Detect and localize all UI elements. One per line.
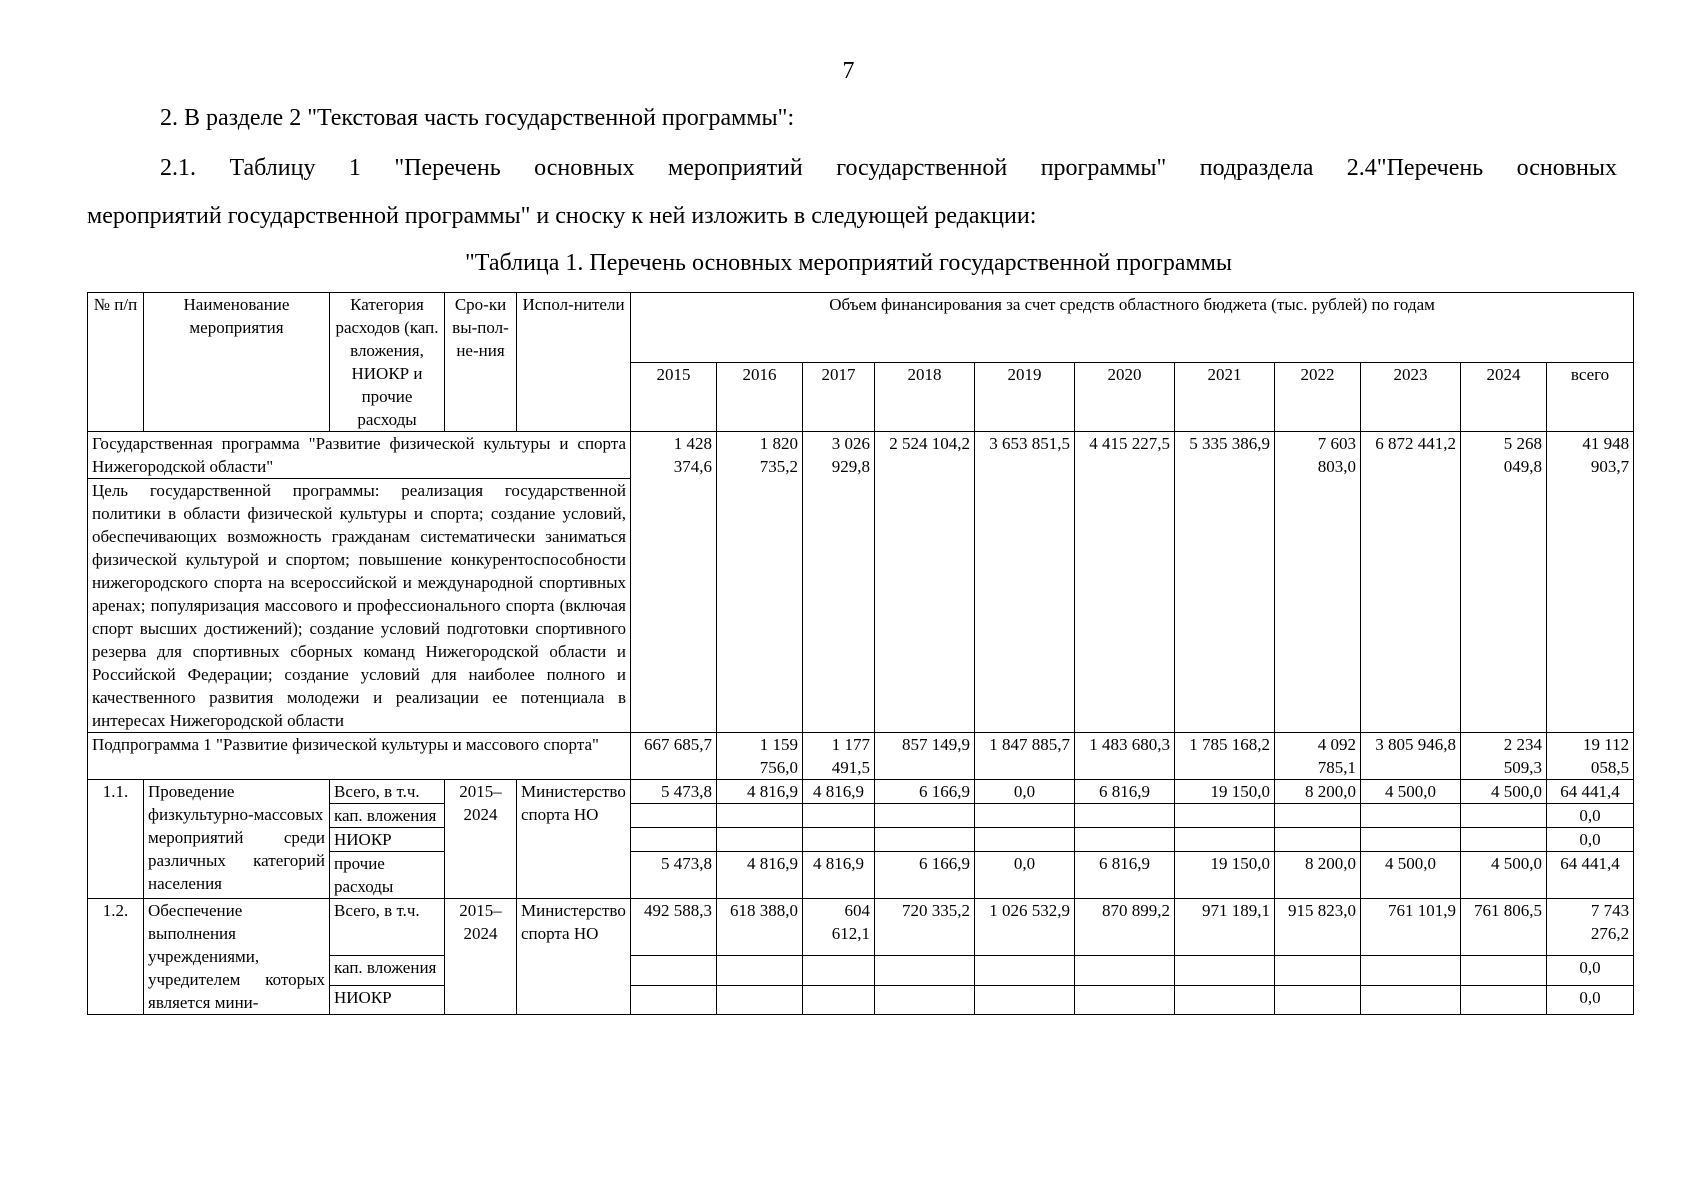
value-cell: 8 200,0 (1275, 780, 1361, 804)
value-cell: 19 150,0 (1175, 780, 1275, 804)
value-cell: 5 473,8 (631, 852, 717, 899)
value-cell (1461, 828, 1547, 852)
value-cell: 4 816,9 (717, 852, 803, 899)
value-cell (631, 804, 717, 828)
value-cell (875, 828, 975, 852)
value-cell-total: 19 112 058,5 (1547, 733, 1634, 780)
value-cell: 4 500,0 (1461, 852, 1547, 899)
value-cell (1175, 804, 1275, 828)
value-cell: 1 428 374,6 (631, 432, 717, 733)
value-cell: 4 415 227,5 (1075, 432, 1175, 733)
item-number: 1.2. (88, 899, 144, 1015)
item-name: Проведение физкультурно-массовых мероприятий среди различных категорий населения (144, 780, 330, 899)
value-cell (631, 956, 717, 985)
value-cell (875, 956, 975, 985)
header-year: 2016 (717, 362, 803, 432)
value-cell: 604 612,1 (803, 899, 875, 956)
value-cell: 6 816,9 (1075, 852, 1175, 899)
value-cell (631, 828, 717, 852)
state-program-title: Государственная программа "Развитие физической культуры и спорта Нижегородской области" (88, 432, 631, 479)
value-cell: 3 026 929,8 (803, 432, 875, 733)
value-cell: 5 473,8 (631, 780, 717, 804)
value-cell: 1 177 491,5 (803, 733, 875, 780)
value-cell: 4 500,0 (1361, 852, 1461, 899)
value-cell-total: 0,0 (1547, 828, 1634, 852)
value-cell (1175, 985, 1275, 1014)
goal-text: Цель государственной программы: реализация государственной политики в области физической культуры и спорта; создание условий, обеспечивающих возможность гражданам систематически заниматься физической культурой и спортом; повышение конкурентоспособности нижегородского спорта на всероссийской и международной спортивных аренах; популяризация массового и профессионального спорта (включая спорт высших достижений); создание условий подготовки спортивного резерва для спортивных сборных команд Нижегородской области и Российской Федерации; создание условий для наиболее полного и качественного развития молодежи и реализации ее потенциала в интересах Нижегородской области (88, 479, 631, 733)
paragraph-section-2: 2. В разделе 2 "Текстовая часть государственной программы": (160, 105, 795, 131)
value-cell: 6 872 441,2 (1361, 432, 1461, 733)
value-cell (1275, 828, 1361, 852)
value-cell (1275, 804, 1361, 828)
value-cell: 667 685,7 (631, 733, 717, 780)
value-cell (717, 828, 803, 852)
value-cell-total: 7 743 276,2 (1547, 899, 1634, 956)
value-cell: 971 189,1 (1175, 899, 1275, 956)
header-year: 2020 (1075, 362, 1175, 432)
value-cell (875, 804, 975, 828)
item-name: Обеспечение выполнения учреждениями, учредителем которых является мини- (144, 899, 330, 1015)
value-cell: 4 500,0 (1361, 780, 1461, 804)
value-cell (1175, 828, 1275, 852)
value-cell: 1 483 680,3 (1075, 733, 1175, 780)
value-cell: 0,0 (975, 852, 1075, 899)
header-year: 2018 (875, 362, 975, 432)
value-cell-total: 64 441,4 (1547, 852, 1634, 899)
header-year: 2022 (1275, 362, 1361, 432)
header-executors: Испол-нители (517, 293, 631, 432)
value-cell (1075, 828, 1175, 852)
table-row (88, 899, 1634, 956)
table-row (88, 780, 1634, 804)
value-cell: 857 149,9 (875, 733, 975, 780)
value-cell (717, 985, 803, 1014)
value-cell (1175, 956, 1275, 985)
value-cell (803, 985, 875, 1014)
value-cell: 915 823,0 (1275, 899, 1361, 956)
header-year: 2019 (975, 362, 1075, 432)
value-cell (1461, 956, 1547, 985)
value-cell (1461, 804, 1547, 828)
header-year: 2015 (631, 362, 717, 432)
subprogram-title: Подпрограмма 1 "Развитие физической культуры и массового спорта" (88, 733, 631, 780)
value-cell: 4 092 785,1 (1275, 733, 1361, 780)
value-cell: 2 524 104,2 (875, 432, 975, 733)
value-cell (803, 804, 875, 828)
header-funding: Объем финансирования за счет средств областного бюджета (тыс. рублей) по годам (631, 293, 1634, 363)
category-cell: кап. вложения (330, 804, 445, 828)
header-num: № п/п (88, 293, 144, 432)
value-cell: 4 816,9 (717, 780, 803, 804)
table-caption: "Таблица 1. Перечень основных мероприятий государственной программы (464, 250, 1232, 276)
value-cell: 4 816,9 (803, 852, 875, 899)
value-cell (1075, 804, 1175, 828)
header-year: 2023 (1361, 362, 1461, 432)
value-cell: 1 820 735,2 (717, 432, 803, 733)
item-executor: Министерство спорта НО (517, 899, 631, 1015)
value-cell: 8 200,0 (1275, 852, 1361, 899)
category-cell: НИОКР (330, 985, 445, 1014)
value-cell: 761 101,9 (1361, 899, 1461, 956)
value-cell (975, 985, 1075, 1014)
value-cell: 1 847 885,7 (975, 733, 1075, 780)
value-cell: 1 026 532,9 (975, 899, 1075, 956)
value-cell-total: 0,0 (1547, 985, 1634, 1014)
item-executor: Министерство спорта НО (517, 780, 631, 899)
value-cell: 720 335,2 (875, 899, 975, 956)
value-cell: 5 335 386,9 (1175, 432, 1275, 733)
value-cell: 19 150,0 (1175, 852, 1275, 899)
value-cell (717, 804, 803, 828)
value-cell: 2 234 509,3 (1461, 733, 1547, 780)
value-cell (975, 828, 1075, 852)
state-program-row (88, 432, 1634, 479)
value-cell (1361, 828, 1461, 852)
header-total: всего (1547, 362, 1634, 432)
category-cell: НИОКР (330, 828, 445, 852)
header-terms: Сро-ки вы-пол-не-ния (445, 293, 517, 432)
page-number: 7 (842, 58, 855, 84)
measures-table (87, 292, 1634, 1015)
subprogram-row (88, 733, 1634, 780)
category-cell: кап. вложения (330, 956, 445, 985)
value-cell-total: 41 948 903,7 (1547, 432, 1634, 733)
item-number: 1.1. (88, 780, 144, 899)
value-cell-total: 0,0 (1547, 956, 1634, 985)
value-cell (1461, 985, 1547, 1014)
value-cell-total: 0,0 (1547, 804, 1634, 828)
value-cell: 3 805 946,8 (1361, 733, 1461, 780)
value-cell (975, 956, 1075, 985)
value-cell (717, 956, 803, 985)
value-cell (1275, 985, 1361, 1014)
value-cell: 7 603 803,0 (1275, 432, 1361, 733)
header-year: 2021 (1175, 362, 1275, 432)
value-cell: 6 166,9 (875, 852, 975, 899)
category-cell: Всего, в т.ч. (330, 780, 445, 804)
value-cell: 1 159 756,0 (717, 733, 803, 780)
value-cell (803, 956, 875, 985)
value-cell: 1 785 168,2 (1175, 733, 1275, 780)
value-cell: 6 166,9 (875, 780, 975, 804)
value-cell: 618 388,0 (717, 899, 803, 956)
header-name: Наименование мероприятия (144, 293, 330, 432)
header-year: 2024 (1461, 362, 1547, 432)
header-row-1 (88, 293, 1634, 363)
value-cell (1075, 956, 1175, 985)
category-cell: прочие расходы (330, 852, 445, 899)
value-cell: 492 588,3 (631, 899, 717, 956)
value-cell: 4 816,9 (803, 780, 875, 804)
value-cell (803, 828, 875, 852)
value-cell (1361, 804, 1461, 828)
item-terms: 2015–2024 (445, 780, 517, 899)
value-cell (975, 804, 1075, 828)
item-terms: 2015–2024 (445, 899, 517, 1015)
value-cell (875, 985, 975, 1014)
value-cell: 761 806,5 (1461, 899, 1547, 956)
category-cell: Всего, в т.ч. (330, 899, 445, 956)
value-cell: 5 268 049,8 (1461, 432, 1547, 733)
value-cell: 870 899,2 (1075, 899, 1175, 956)
paragraph-2-1-line-2: мероприятий государственной программы" и сноску к ней изложить в следующей редакции: (87, 203, 1037, 229)
header-category: Категория расходов (кап. вложения, НИОКР и прочие расходы (330, 293, 445, 432)
value-cell (1275, 956, 1361, 985)
value-cell (1361, 956, 1461, 985)
header-year: 2017 (803, 362, 875, 432)
value-cell (1075, 985, 1175, 1014)
value-cell: 6 816,9 (1075, 780, 1175, 804)
value-cell (631, 985, 717, 1014)
value-cell-total: 64 441,4 (1547, 780, 1634, 804)
value-cell: 3 653 851,5 (975, 432, 1075, 733)
paragraph-2-1-line-1: 2.1. Таблицу 1 "Перечень основных мероприятий государственной программы" подраздела 2.4"Перечень основных (160, 155, 1617, 181)
value-cell: 0,0 (975, 780, 1075, 804)
value-cell: 4 500,0 (1461, 780, 1547, 804)
value-cell (1361, 985, 1461, 1014)
